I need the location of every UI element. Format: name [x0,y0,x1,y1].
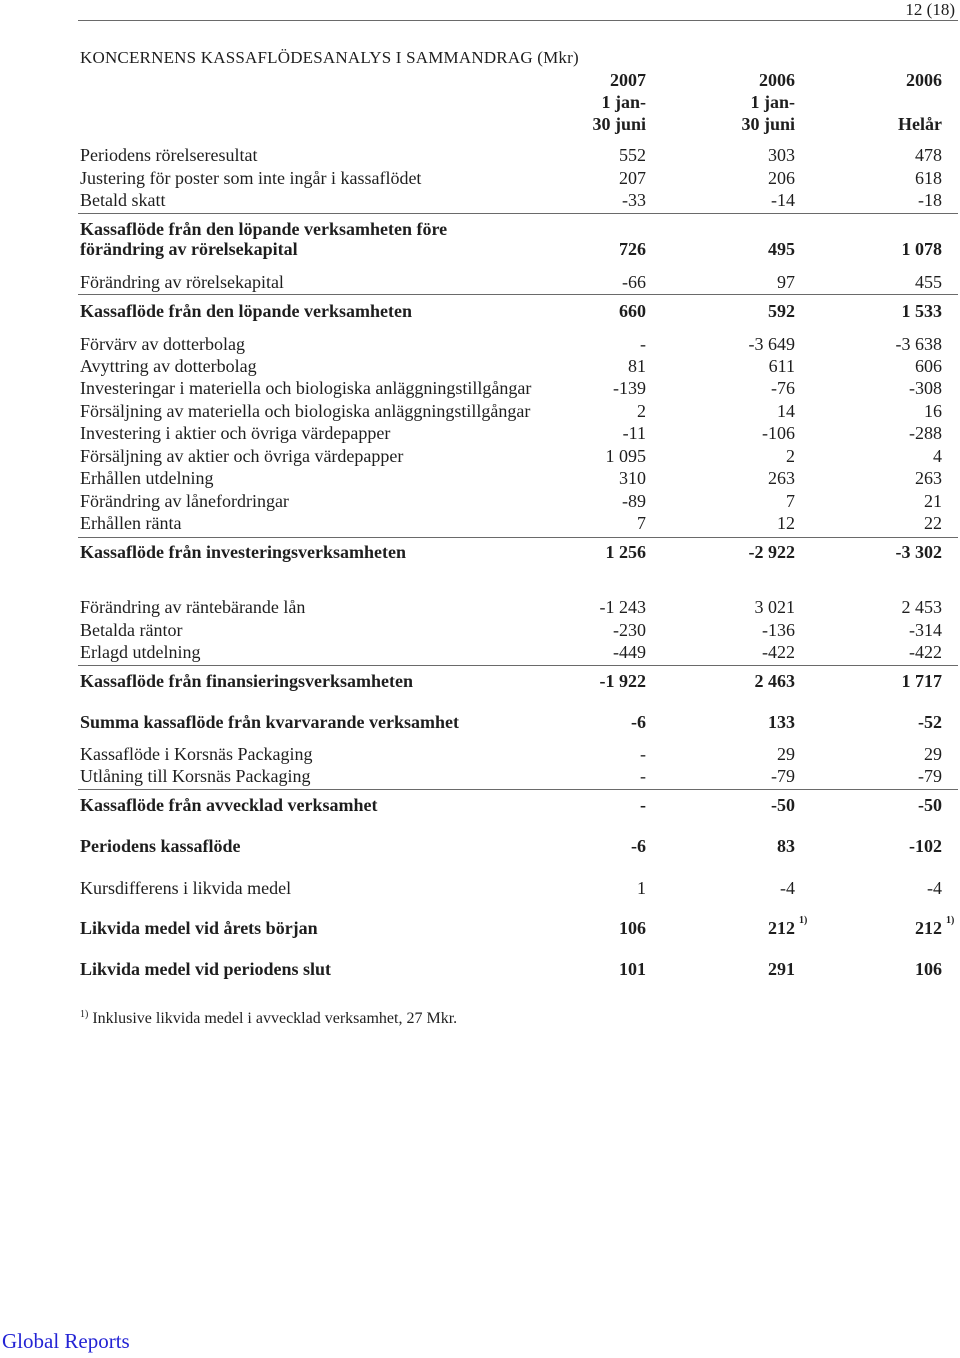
value-2007-jan-jun: 7 [637,513,646,533]
value-2006-jan-jun: 212 [768,918,795,938]
row-kassaflode-fore-rorelsekapital [0,219,960,259]
row-label: Erlagd utdelning [80,642,201,662]
value-2007-jan-jun: -11 [622,423,646,443]
col-header-helar: Helår [898,114,942,134]
header-divider [78,20,958,21]
row-label: Förändring av rörelsekapital [80,272,284,292]
value-2006-jan-jun: 495 [768,239,795,259]
row-utlaning-korsnas [0,766,960,786]
value-2006-helar: 106 [915,959,942,979]
value-2006-jan-jun: 3 021 [754,597,795,617]
row-label: Kassaflöde från investeringsverksamheten [80,542,406,562]
row-forandring-lanefordringar [0,491,960,511]
row-forsaljning-aktier [0,446,960,466]
value-2006-jan-jun: 7 [786,491,795,511]
value-2006-jan-jun: 592 [768,301,795,321]
divider [78,665,958,666]
value-2006-helar: 455 [915,272,942,292]
row-label: Periodens kassaflöde [80,836,241,856]
row-label: Erhållen ränta [80,513,182,533]
value-2006-jan-jun: 263 [768,468,795,488]
value-2007-jan-jun: -230 [613,620,646,640]
value-2006-helar: -314 [909,620,942,640]
value-2006-jan-jun: -14 [771,190,795,210]
row-likvida-medel-borjan [0,915,960,938]
value-2007-jan-jun: 1 [637,878,646,898]
value-2007-jan-jun: 2 [637,401,646,421]
row-likvida-medel-slut [0,959,960,979]
value-2007-jan-jun: -89 [622,491,646,511]
row-kassaflode-lopande-verksamheten [0,301,960,321]
value-2006-jan-jun: 291 [768,959,795,979]
value-2006-helar: 1 717 [901,671,942,691]
col-header-2007-year: 2007 [610,70,646,90]
footnote-reference: 1) [799,915,808,926]
row-label: Investeringar i materiella och biologiska anläggningstillgångar [80,378,532,398]
value-2007-jan-jun: 726 [619,239,646,259]
row-label-line: förändring av rörelsekapital [80,239,298,259]
value-2007-jan-jun: -6 [631,712,646,732]
row-label: Försäljning av materiella och biologiska anläggningstillgångar [80,401,531,421]
footnote-reference: 1) [946,915,955,926]
value-2006-jan-jun: 29 [777,744,795,764]
divider [78,537,958,538]
value-2007-jan-jun: 1 256 [605,542,646,562]
value-2007-jan-jun: 101 [619,959,646,979]
row-erhallen-utdelning [0,468,960,488]
value-2007-jan-jun: -6 [631,836,646,856]
row-forsaljning-materiella [0,401,960,421]
col-header-2007-period-start: 1 jan- [601,92,646,112]
row-label: Summa kassaflöde från kvarvarande verksamhet [80,712,460,732]
divider [78,213,958,214]
value-2006-jan-jun: -79 [771,766,795,786]
value-2006-jan-jun: 2 [786,446,795,466]
global-reports-brand: Global Reports [2,1329,130,1353]
row-label: Kassaflöde från den löpande verksamheten [80,301,413,321]
value-cell-2006-jan-jun [655,915,808,938]
value-2006-helar: -79 [918,766,942,786]
row-kassaflode-finansieringsverksamheten [0,671,960,691]
col-header-2006-period-end: 30 juni [741,114,795,134]
footnote [80,1005,457,1029]
footnote-marker: 1) [80,1009,89,1020]
value-2006-jan-jun: 12 [777,513,795,533]
row-label: Kassaflöde från avvecklad verksamhet [80,795,378,815]
row-label: Investering i aktier och övriga värdepapper [80,423,391,443]
page-number: 12 (18) [905,0,955,19]
row-label: Erhållen utdelning [80,468,214,488]
value-2006-jan-jun: 14 [777,401,795,421]
value-2007-jan-jun: 310 [619,468,646,488]
row-periodens-rorelseresultat [0,145,960,165]
value-2006-jan-jun: -76 [771,378,795,398]
value-2007-jan-jun: 106 [619,918,646,938]
value-2006-jan-jun: 83 [777,836,795,856]
value-2007-jan-jun: -1 243 [599,597,646,617]
value-2006-jan-jun: -2 922 [748,542,795,562]
col-header-2006-full-year: 2006 [906,70,942,90]
value-2006-helar: -18 [918,190,942,210]
value-2006-helar: -50 [918,795,942,815]
divider [78,294,958,295]
value-2006-helar: -3 638 [895,334,942,354]
value-2006-jan-jun: 97 [777,272,795,292]
value-2006-jan-jun: 611 [768,356,795,376]
value-2006-helar: 29 [924,744,942,764]
value-2006-jan-jun: -422 [762,642,795,662]
value-2006-helar: 2 453 [901,597,942,617]
value-2006-jan-jun: -50 [771,795,795,815]
value-2006-jan-jun: -4 [780,878,795,898]
value-2006-helar: 212 [915,918,942,938]
value-2007-jan-jun: 81 [628,356,646,376]
value-cell-2006-helar [802,915,955,938]
value-2007-jan-jun: - [640,795,646,815]
row-forandring-rorelsekapital [0,272,960,292]
row-erhallen-ranta [0,513,960,533]
row-betalda-rantor [0,620,960,640]
row-summa-kassaflode-kvarvarande [0,712,960,732]
value-2006-helar: -102 [909,836,942,856]
row-label [80,219,447,259]
value-2006-helar: -308 [909,378,942,398]
row-label: Betalda räntor [80,620,183,640]
value-2006-helar: 21 [924,491,942,511]
value-2006-helar: -288 [909,423,942,443]
col-header-2006-year: 2006 [759,70,795,90]
row-label: Likvida medel vid årets början [80,918,318,938]
value-2006-helar: 263 [915,468,942,488]
value-2006-helar: 618 [915,168,942,188]
value-2007-jan-jun: -1 922 [599,671,646,691]
row-label: Kassaflöde från finansieringsverksamheten [80,671,413,691]
row-label: Betald skatt [80,190,166,210]
row-label: Periodens rörelseresultat [80,145,258,165]
value-2006-helar: -52 [918,712,942,732]
value-2006-helar: 606 [915,356,942,376]
row-kursdifferens [0,878,960,898]
value-2006-jan-jun: -106 [762,423,795,443]
footnote-text: Inklusive likvida medel i avvecklad verksamhet, 27 Mkr. [92,1010,458,1027]
value-2007-jan-jun: - [640,766,646,786]
value-2007-jan-jun: 207 [619,168,646,188]
value-2007-jan-jun: - [640,334,646,354]
row-label: Förvärv av dotterbolag [80,334,245,354]
value-2007-jan-jun: -33 [622,190,646,210]
value-2006-jan-jun: 2 463 [754,671,795,691]
row-label: Avyttring av dotterbolag [80,356,257,376]
page-title: KONCERNENS KASSAFLÖDESANALYS I SAMMANDRAG (Mkr) [80,48,579,67]
row-label: Kursdifferens i likvida medel [80,878,292,898]
row-forvarv-dotterbolag [0,334,960,354]
value-2006-helar: 1 078 [901,239,942,259]
row-periodens-kassaflode [0,836,960,856]
row-label: Likvida medel vid periodens slut [80,959,332,979]
value-2007-jan-jun: - [640,744,646,764]
value-2006-helar: -4 [927,878,942,898]
value-2006-helar: -3 302 [895,542,942,562]
col-header-2007-period-end: 30 juni [592,114,646,134]
row-label: Justering för poster som inte ingår i kassaflödet [80,168,422,188]
row-label: Försäljning av aktier och övriga värdepapper [80,446,404,466]
value-2006-helar: 1 533 [901,301,942,321]
row-kassaflode-avvecklad [0,795,960,815]
row-erlagd-utdelning [0,642,960,662]
value-2007-jan-jun: 660 [619,301,646,321]
divider [78,789,958,790]
value-2007-jan-jun: -139 [613,378,646,398]
value-2006-helar: 478 [915,145,942,165]
row-label: Förändring av räntebärande lån [80,597,306,617]
value-2007-jan-jun: 1 095 [605,446,646,466]
value-2006-jan-jun: 206 [768,168,795,188]
value-2006-helar: 22 [924,513,942,533]
row-investeringar-materiella [0,378,960,398]
row-label: Utlåning till Korsnäs Packaging [80,766,311,786]
row-label: Förändring av lånefordringar [80,491,289,511]
value-2006-helar: 16 [924,401,942,421]
col-header-2006-period-start: 1 jan- [750,92,795,112]
value-2007-jan-jun: -66 [622,272,646,292]
row-betald-skatt [0,190,960,210]
value-2006-jan-jun: 303 [768,145,795,165]
row-kassaflode-korsnas [0,744,960,764]
row-label: Kassaflöde i Korsnäs Packaging [80,744,313,764]
value-2006-jan-jun: 133 [768,712,795,732]
value-2006-helar: -422 [909,642,942,662]
value-2006-jan-jun: -136 [762,620,795,640]
row-label-line: Kassaflöde från den löpande verksamheten före [80,219,448,239]
row-forandring-rantebarande-lan [0,597,960,617]
row-justering-poster [0,168,960,188]
value-2007-jan-jun: 552 [619,145,646,165]
value-2006-jan-jun: -3 649 [748,334,795,354]
row-avyttring-dotterbolag [0,356,960,376]
value-2006-helar: 4 [933,446,942,466]
row-kassaflode-investeringsverksamheten [0,542,960,562]
value-2007-jan-jun: -449 [613,642,646,662]
row-investering-aktier [0,423,960,443]
